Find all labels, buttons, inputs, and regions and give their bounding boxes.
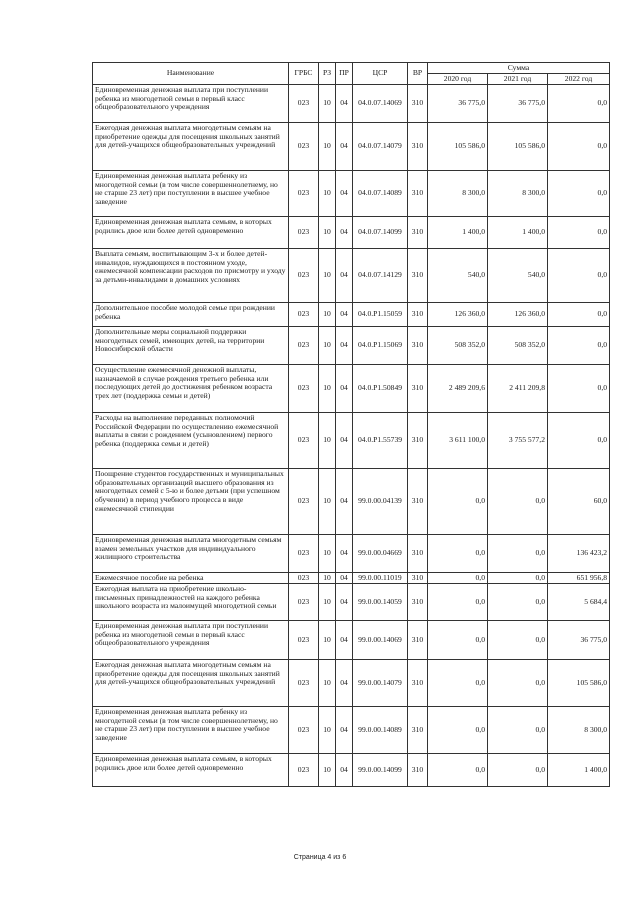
row-grbs: 023 [289, 754, 319, 787]
table-row [93, 303, 610, 327]
row-name: Ежемесячное пособие на ребенка [93, 573, 289, 584]
row-pr: 04 [336, 365, 353, 413]
row-name: Выплата семьям, воспитывающим 3-х и более детей-инвалидов, нуждающихся в постоянном уходе, ежемесячной компенсации расходов по присмотру и уходу за детьми-инвалидами в домашних условиях [93, 249, 289, 303]
row-sum-2020: 0,0 [428, 660, 488, 707]
row-sum-2022: 0,0 [548, 365, 610, 413]
row-grbs: 023 [289, 573, 319, 584]
row-sum-2020: 0,0 [428, 754, 488, 787]
row-csr: 04.0.P1.55739 [353, 413, 408, 469]
row-vr: 310 [408, 85, 428, 123]
row-name: Дополнительное пособие молодой семье при рождении ребенка [93, 303, 289, 327]
header-year-2020: 2020 год [428, 74, 488, 85]
row-sum-2020: 36 775,0 [428, 85, 488, 123]
row-grbs: 023 [289, 707, 319, 754]
row-name: Поощрение студентов государственных и муниципальных образовательных организаций высшего образования из многодетных семей с 5-ю и более детьми (при успешном обучении) в период учебного процесса в виде ежемесячной стипендии [93, 469, 289, 535]
row-rz: 10 [319, 303, 336, 327]
row-grbs: 023 [289, 171, 319, 217]
row-vr: 310 [408, 754, 428, 787]
row-csr: 99.0.00.04669 [353, 535, 408, 573]
row-sum-2021: 105 586,0 [488, 123, 548, 171]
row-rz: 10 [319, 171, 336, 217]
header-sum: Сумма [428, 63, 610, 74]
row-csr: 99.0.00.14089 [353, 707, 408, 754]
row-sum-2020: 2 489 209,6 [428, 365, 488, 413]
row-pr: 04 [336, 123, 353, 171]
header-year-2022: 2022 год [548, 74, 610, 85]
row-csr: 04.0.07.14079 [353, 123, 408, 171]
table-row [93, 707, 610, 754]
header-year-2021: 2021 год [488, 74, 548, 85]
row-name: Единовременная денежная выплата семьям, в которых родились двое или более детей одновременно [93, 217, 289, 249]
table-body [93, 85, 610, 787]
row-name: Единовременная денежная выплата семьям, в которых родились двое или более детей одновременно [93, 754, 289, 787]
row-sum-2021: 508 352,0 [488, 327, 548, 365]
row-sum-2020: 1 400,0 [428, 217, 488, 249]
row-rz: 10 [319, 707, 336, 754]
row-csr: 04.0.07.14069 [353, 85, 408, 123]
row-sum-2020: 0,0 [428, 469, 488, 535]
table-row [93, 573, 610, 584]
row-sum-2021: 540,0 [488, 249, 548, 303]
row-sum-2021: 36 775,0 [488, 85, 548, 123]
row-rz: 10 [319, 85, 336, 123]
row-grbs: 023 [289, 327, 319, 365]
header-rz: РЗ [319, 63, 336, 85]
row-sum-2022: 5 684,4 [548, 584, 610, 621]
row-pr: 04 [336, 535, 353, 573]
row-csr: 04.0.P1.50849 [353, 365, 408, 413]
header-name: Наименование [93, 63, 289, 85]
table-row [93, 535, 610, 573]
row-grbs: 023 [289, 365, 319, 413]
budget-table [92, 62, 610, 787]
row-pr: 04 [336, 413, 353, 469]
row-name: Расходы на выполнение переданных полномочий Российской Федерации по осуществлению ежемесячной выплаты в связи с рождением (усыновлением) первого ребенка (поддержка семьи и детей) [93, 413, 289, 469]
table-row [93, 123, 610, 171]
header-csr: ЦСР [353, 63, 408, 85]
row-sum-2022: 8 300,0 [548, 707, 610, 754]
row-rz: 10 [319, 413, 336, 469]
row-pr: 04 [336, 171, 353, 217]
row-grbs: 023 [289, 303, 319, 327]
row-sum-2022: 60,0 [548, 469, 610, 535]
row-pr: 04 [336, 660, 353, 707]
row-sum-2022: 651 956,8 [548, 573, 610, 584]
table-row [93, 327, 610, 365]
row-rz: 10 [319, 327, 336, 365]
row-sum-2022: 0,0 [548, 85, 610, 123]
row-sum-2021: 0,0 [488, 535, 548, 573]
row-sum-2022: 0,0 [548, 413, 610, 469]
table-row [93, 754, 610, 787]
row-rz: 10 [319, 754, 336, 787]
row-sum-2020: 0,0 [428, 584, 488, 621]
row-rz: 10 [319, 365, 336, 413]
row-grbs: 023 [289, 123, 319, 171]
row-sum-2022: 1 400,0 [548, 754, 610, 787]
row-csr: 99.0.00.04139 [353, 469, 408, 535]
row-sum-2020: 105 586,0 [428, 123, 488, 171]
row-vr: 310 [408, 413, 428, 469]
row-sum-2021: 0,0 [488, 621, 548, 660]
row-sum-2020: 508 352,0 [428, 327, 488, 365]
row-vr: 310 [408, 621, 428, 660]
table-row [93, 413, 610, 469]
row-sum-2021: 0,0 [488, 573, 548, 584]
row-sum-2020: 126 360,0 [428, 303, 488, 327]
row-sum-2020: 0,0 [428, 707, 488, 754]
row-rz: 10 [319, 660, 336, 707]
row-sum-2021: 0,0 [488, 707, 548, 754]
row-pr: 04 [336, 573, 353, 584]
row-vr: 310 [408, 327, 428, 365]
row-pr: 04 [336, 85, 353, 123]
row-pr: 04 [336, 621, 353, 660]
row-pr: 04 [336, 707, 353, 754]
row-vr: 310 [408, 584, 428, 621]
row-vr: 310 [408, 535, 428, 573]
row-csr: 04.0.07.14129 [353, 249, 408, 303]
row-vr: 310 [408, 123, 428, 171]
row-pr: 04 [336, 584, 353, 621]
table-row [93, 660, 610, 707]
row-vr: 310 [408, 365, 428, 413]
table-row [93, 365, 610, 413]
row-rz: 10 [319, 621, 336, 660]
row-sum-2021: 0,0 [488, 660, 548, 707]
row-sum-2022: 105 586,0 [548, 660, 610, 707]
row-rz: 10 [319, 584, 336, 621]
row-csr: 99.0.00.14079 [353, 660, 408, 707]
row-vr: 310 [408, 249, 428, 303]
row-sum-2020: 0,0 [428, 621, 488, 660]
row-csr: 04.0.P1.15059 [353, 303, 408, 327]
row-sum-2022: 0,0 [548, 327, 610, 365]
row-name: Единовременная денежная выплата при поступлении ребенка из многодетной семьи в первый класс общеобразовательного учреждения [93, 621, 289, 660]
row-vr: 310 [408, 303, 428, 327]
row-pr: 04 [336, 217, 353, 249]
row-sum-2021: 0,0 [488, 584, 548, 621]
row-sum-2020: 3 611 100,0 [428, 413, 488, 469]
row-csr: 99.0.00.14099 [353, 754, 408, 787]
row-sum-2020: 0,0 [428, 573, 488, 584]
row-name: Единовременная денежная выплата ребенку из многодетной семьи (в том числе совершеннолетнему, но не старше 23 лет) при поступлении в высшее учебное заведение [93, 707, 289, 754]
row-pr: 04 [336, 327, 353, 365]
row-sum-2022: 0,0 [548, 249, 610, 303]
row-sum-2021: 3 755 577,2 [488, 413, 548, 469]
row-name: Дополнительные меры социальной поддержки многодетных семей, имеющих детей, на территории Новосибирской области [93, 327, 289, 365]
row-pr: 04 [336, 754, 353, 787]
row-sum-2021: 0,0 [488, 754, 548, 787]
row-vr: 310 [408, 573, 428, 584]
row-name: Единовременная денежная выплата многодетным семьям взамен земельных участков для индивидуального жилищного строительства [93, 535, 289, 573]
row-rz: 10 [319, 123, 336, 171]
row-vr: 310 [408, 707, 428, 754]
header-pr: ПР [336, 63, 353, 85]
row-csr: 99.0.00.14059 [353, 584, 408, 621]
row-csr: 99.0.00.14069 [353, 621, 408, 660]
row-rz: 10 [319, 573, 336, 584]
row-csr: 04.0.07.14099 [353, 217, 408, 249]
table-row [93, 85, 610, 123]
row-name: Единовременная денежная выплата при поступлении ребенка из многодетной семьи в первый класс общеобразовательного учреждения [93, 85, 289, 123]
table-row [93, 217, 610, 249]
header-vr: ВР [408, 63, 428, 85]
row-sum-2022: 0,0 [548, 171, 610, 217]
row-csr: 04.0.P1.15069 [353, 327, 408, 365]
row-vr: 310 [408, 660, 428, 707]
row-sum-2022: 136 423,2 [548, 535, 610, 573]
row-sum-2020: 540,0 [428, 249, 488, 303]
row-grbs: 023 [289, 660, 319, 707]
row-sum-2021: 126 360,0 [488, 303, 548, 327]
row-vr: 310 [408, 469, 428, 535]
row-grbs: 023 [289, 535, 319, 573]
row-grbs: 023 [289, 621, 319, 660]
row-vr: 310 [408, 171, 428, 217]
row-vr: 310 [408, 217, 428, 249]
row-name: Ежегодная выплата на приобретение школьно-письменных принадлежностей на каждого ребенка школьного возраста из малоимущей многодетной семьи [93, 584, 289, 621]
table-row [93, 621, 610, 660]
table-row [93, 249, 610, 303]
row-pr: 04 [336, 303, 353, 327]
row-csr: 04.0.07.14089 [353, 171, 408, 217]
table-row [93, 171, 610, 217]
row-pr: 04 [336, 249, 353, 303]
row-grbs: 023 [289, 413, 319, 469]
row-sum-2021: 8 300,0 [488, 171, 548, 217]
row-csr: 99.0.00.11019 [353, 573, 408, 584]
row-sum-2020: 0,0 [428, 535, 488, 573]
row-rz: 10 [319, 249, 336, 303]
row-grbs: 023 [289, 217, 319, 249]
row-grbs: 023 [289, 249, 319, 303]
row-pr: 04 [336, 469, 353, 535]
page-number: Страница 4 из 6 [293, 854, 347, 861]
row-name: Осуществление ежемесячной денежной выплаты, назначаемой в случае рождения третьего ребенка или последующих детей до достижения ребенком возраста трех лет (поддержка семьи и детей) [93, 365, 289, 413]
row-grbs: 023 [289, 85, 319, 123]
row-grbs: 023 [289, 469, 319, 535]
row-name: Единовременная денежная выплата ребенку из многодетной семьи (в том числе совершеннолетнему, но не старше 23 лет) при поступлении в высшее учебное заведение [93, 171, 289, 217]
row-rz: 10 [319, 535, 336, 573]
row-sum-2022: 0,0 [548, 303, 610, 327]
row-rz: 10 [319, 217, 336, 249]
row-sum-2021: 2 411 209,8 [488, 365, 548, 413]
row-sum-2022: 0,0 [548, 123, 610, 171]
header-grbs: ГРБС [289, 63, 319, 85]
row-sum-2021: 0,0 [488, 469, 548, 535]
row-grbs: 023 [289, 584, 319, 621]
row-name: Ежегодная денежная выплата многодетным семьям на приобретение одежды для посещения школьных занятий для детей-учащихся общеобразовательных учреждений [93, 123, 289, 171]
table-row [93, 584, 610, 621]
row-sum-2021: 1 400,0 [488, 217, 548, 249]
table-row [93, 469, 610, 535]
row-rz: 10 [319, 469, 336, 535]
row-sum-2022: 36 775,0 [548, 621, 610, 660]
row-name: Ежегодная денежная выплата многодетным семьям на приобретение одежды для посещения школьных занятий для детей-учащихся общеобразовательных учреждений [93, 660, 289, 707]
row-sum-2020: 8 300,0 [428, 171, 488, 217]
row-sum-2022: 0,0 [548, 217, 610, 249]
